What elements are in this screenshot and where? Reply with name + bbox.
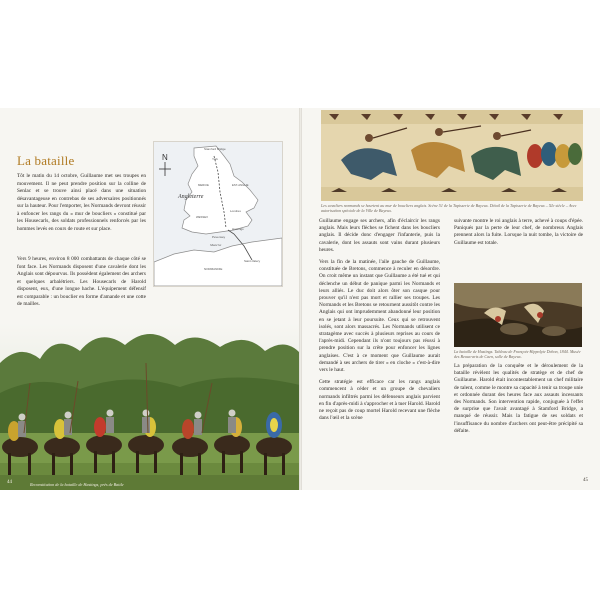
svg-text:Stamford Bridge: Stamford Bridge — [204, 147, 226, 151]
svg-text:WESSEX: WESSEX — [196, 215, 208, 219]
page-number-right: 45 — [583, 478, 588, 483]
svg-text:N: N — [162, 153, 168, 162]
bayeux-tapestry-image — [321, 110, 583, 201]
svg-text:EST-ANGLIE: EST-ANGLIE — [232, 183, 249, 187]
svg-text:Hastings: Hastings — [232, 227, 244, 231]
painting-caption: La bataille de Hastings. Tableau de François-Hippolyte Debon, 1844. Musée des Beaux-arts de Caen, salle de Bayeux. — [454, 349, 581, 360]
map-graphic — [154, 142, 282, 286]
paragraph-r2: Vers la fin de la matinée, l'aile gauche de Guillaume, constituée de Bretons, commence à reculer en désordre. On croit même un instant que Guillaume a été tué et qui déclenche un début de panique parmi les Normands et leurs alliés. Le duc doit alors ôter son casque pour prouver qu'il n'est pas mort et rallier ses troupes. Les Normands et les Bretons se retournent aussitôt contre les Anglais qui ont imprudemment abandonné leur position en se jetant à leur poursuite. Ceux qui se retrouvent isolés, sont alors massacrés. Les Normands utilisent ce stratagème avec succès à plusieurs reprises au cours de l'après-midi. Cependant ils n'ont toujours pas réussi à prendre position sur la crête pour enfoncer les lignes anglaises. C'est à ce moment que Guillaume aurait demandé à ses archers de tirer « en cloche » c'est-à-dire vers le haut. — [319, 259, 440, 374]
book-gutter — [299, 108, 302, 490]
svg-text:NORMANDIE: NORMANDIE — [204, 267, 223, 271]
page-number-left: 44 — [7, 480, 12, 485]
map-label-main: Angleterre — [178, 194, 204, 200]
svg-text:Saint-Valery: Saint-Valery — [244, 259, 261, 263]
paragraph-r4: suivante montre le roi anglais à terre, achevé à coups d'épée. Paniqués par la perte de leur chef, de nombreux Anglais prennent alors la fuite. Lorsque la nuit tombe, la victoire de Guillaume est totale. — [454, 218, 583, 246]
battle-painting — [454, 283, 582, 347]
svg-text:Londres: Londres — [230, 209, 241, 213]
left-page — [0, 108, 300, 490]
right-page — [301, 108, 600, 490]
paragraph-1: Tôt le matin du 14 octobre, Guillaume met ses troupes en mouvement. Il ne peut prendre position sur la colline de Senlac et se trouve ainsi placé dans une situation désavantageuse en contrebas de ses adversaires positionnés sur la hauteur. Pour l'emporter, les Normands devront réussir à enfoncer les rangs du « mur de boucliers » constitué par les Housecarls, des soldats professionnels renforcés par les hommes levés en cours de route et sur place. — [17, 173, 146, 232]
paragraph-r3: Cette stratégie est efficace car les rangs anglais commencent à céder et un groupe de chevaliers normands infiltrés parmi les défenseurs anglais parvient en fin d'après-midi à s'approcher et à tuer Harold. Harold ne reçoit pas de coup mortel Harold recevant une flèche dans l'œil et la scène — [319, 379, 440, 422]
paragraph-r5: La préparation de la conquête et le déroulement de la bataille révèlent les qualités de stratège et de chef de Guillaume. Harold était incontestablement un chef militaire de talent, comme le montre sa capacité à tenir sa troupe unie et ordonnée durant des heures face aux assauts incessants des Normands. Son intervention rapide, conjuguée à l'effet de surprise que l'avait avantagé à Stamford Bridge, a manqué de réussir. Mais la fatigue de ses soldats et l'insuffisance du nombre d'archers ont peut-être précipité sa défaite. — [454, 363, 583, 434]
paragraph-r1: Guillaume engage ses archers, afin d'éclaircir les rangs anglais. Mais leurs flèches se fichent dans les boucliers anglais. Il décide donc d'engager l'infanterie, puis la cavalerie, dont les assauts sont vains durant plusieurs heures. — [319, 218, 440, 253]
svg-text:Manche: Manche — [210, 243, 222, 247]
photo-caption: Reconstitution de la bataille de Hastings, près de Battle — [30, 482, 124, 487]
svg-text:York: York — [212, 157, 218, 161]
svg-text:Pevensey: Pevensey — [212, 235, 226, 239]
paragraph-2: Vers 9 heures, environ 8 000 combattants de chaque côté se font face. Les Normands disposent d'une cavalerie dont les Anglais sont dépourvus. Ils possèdent également des archers et quelques arbalétriers. Les Housecarls de Harold disposent, eux, d'une longue hache. L'équipement défensif est comparable : un bouclier en forme d'amande et une cotte de mailles. — [17, 256, 146, 307]
tapestry-caption: Les cavaliers normands se heurtent au mur de boucliers anglais. Scène 51 de la Tapisserie de Bayeux. Détail de la Tapisserie de Bayeux – XIe siècle – Avec autorisation spéciale de la Ville de Bayeux. — [321, 203, 577, 214]
reenactment-photo — [0, 323, 300, 490]
section-title: La bataille — [17, 153, 75, 168]
right-column-1 — [319, 218, 440, 422]
map-england — [153, 141, 283, 287]
svg-text:MERCIE: MERCIE — [198, 183, 209, 187]
